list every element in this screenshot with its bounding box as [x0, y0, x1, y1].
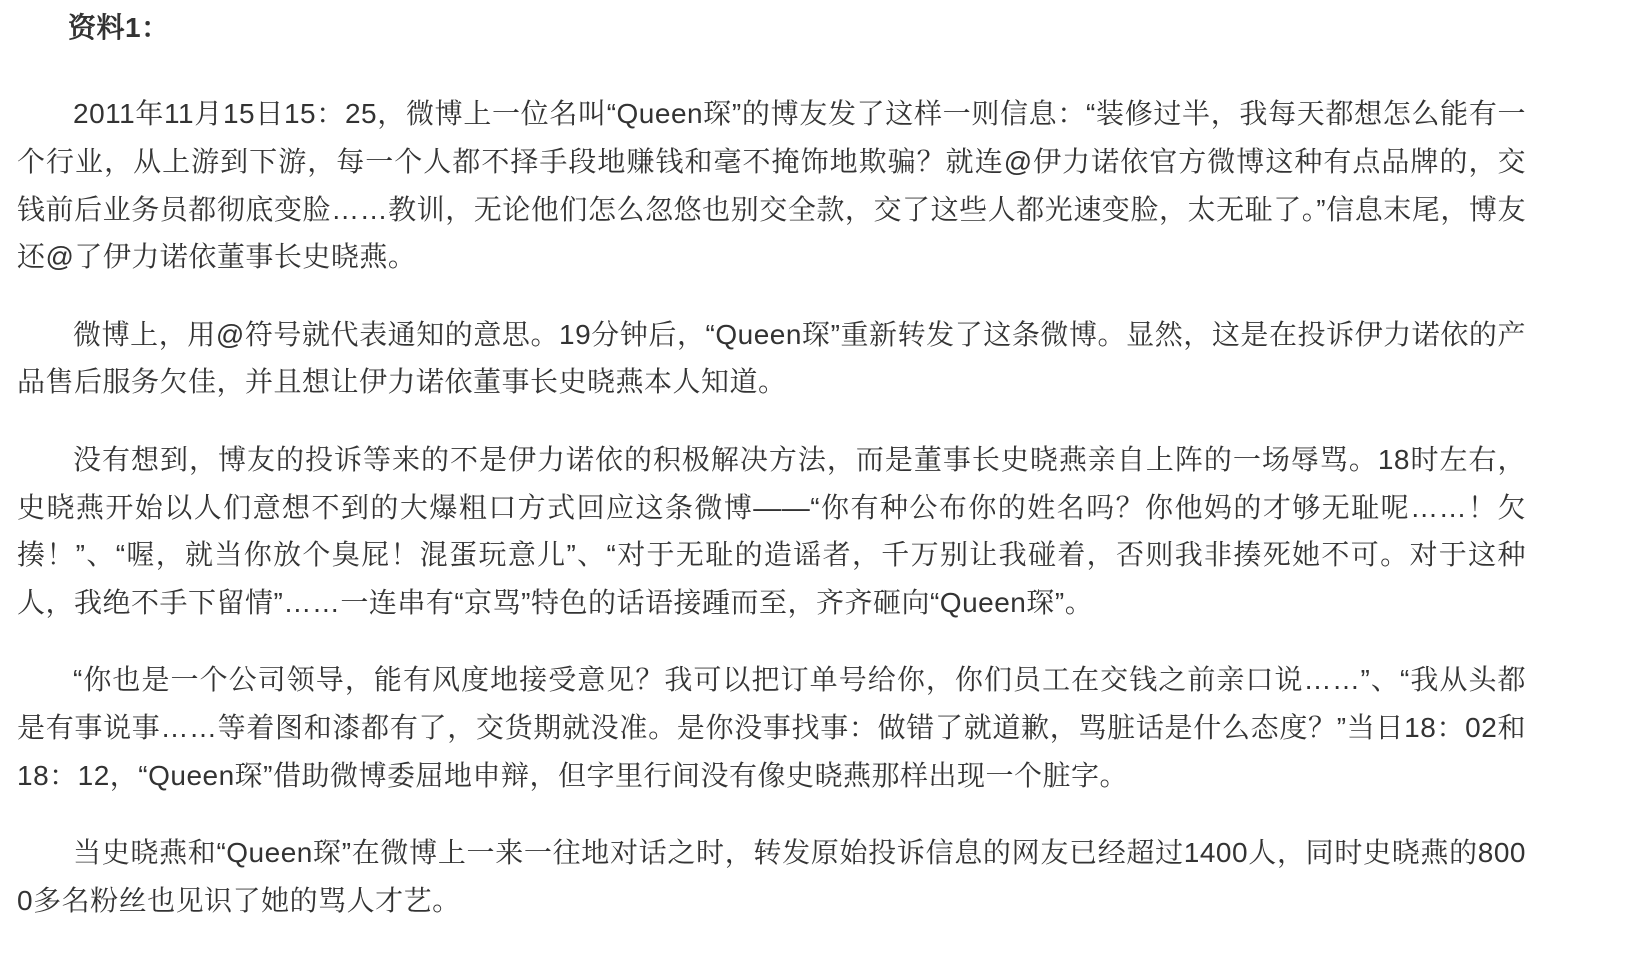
paragraph-chairman-insults: 没有想到，博友的投诉等来的不是伊力诺依的积极解决方法，而是董事长史晓燕亲自上阵的一场辱骂。18时左右，史晓燕开始以人们意想不到的大爆粗口方式回应这条微博——“你有种公布你的姓名吗？你他妈的才够无耻呢……！欠揍！”、“喔，就当你放个臭屁！混蛋玩意儿”、“对于无耻的造谣者，千万别让我碰着，否则我非揍死她不可。对于这种人，我绝不手下留情”……一连串有“京骂”特色的话语接踵而至，齐齐砸向“Queen琛”。 — [17, 443, 1526, 618]
paragraph-at-symbol-explain: 微博上，用@符号就代表通知的意思。19分钟后，“Queen琛”重新转发了这条微博。显然，这是在投诉伊力诺依的产品售后服务欠佳，并且想让伊力诺依董事长史晓燕本人知道。 — [17, 318, 1526, 398]
paragraph-repost-count: 当史晓燕和“Queen琛”在微博上一来一往地对话之时，转发原始投诉信息的网友已经超过1400人，同时史晓燕的8000多名粉丝也见识了她的骂人才艺。 — [17, 837, 1526, 916]
paragraph-queenchen-reply: “你也是一个公司领导，能有风度地接受意见？我可以把订单号给你，你们员工在交钱之前亲口说……”、“我从头都是有事说事……等着图和漆都有了，交货期就没准。是你没事找事：做错了就道歉，骂脏话是什么态度？”当日18：02和18：12，“Queen琛”借助微博委屈地申辩，但字里行间没有像史晓燕那样出现一个脏字。 — [17, 664, 1526, 791]
paragraph-weibo-complaint: 2011年11月15日15：25，微博上一位名叫“Queen琛”的博友发了这样一则信息：“装修过半，我每天都想怎么能有一个行业，从上游到下游，每一个人都不择手段地赚钱和毫不掩饰地欺骗？就连@伊力诺依官方微博这种有点品牌的，交钱前后业务员都彻底变脸……教训，无论他们怎么忽悠也别交全款，交了这些人都光速变脸，太无耻了。”信息末尾，博友还@了伊力诺依董事长史晓燕。 — [17, 98, 1526, 273]
document-title: 资料1： — [68, 12, 170, 43]
